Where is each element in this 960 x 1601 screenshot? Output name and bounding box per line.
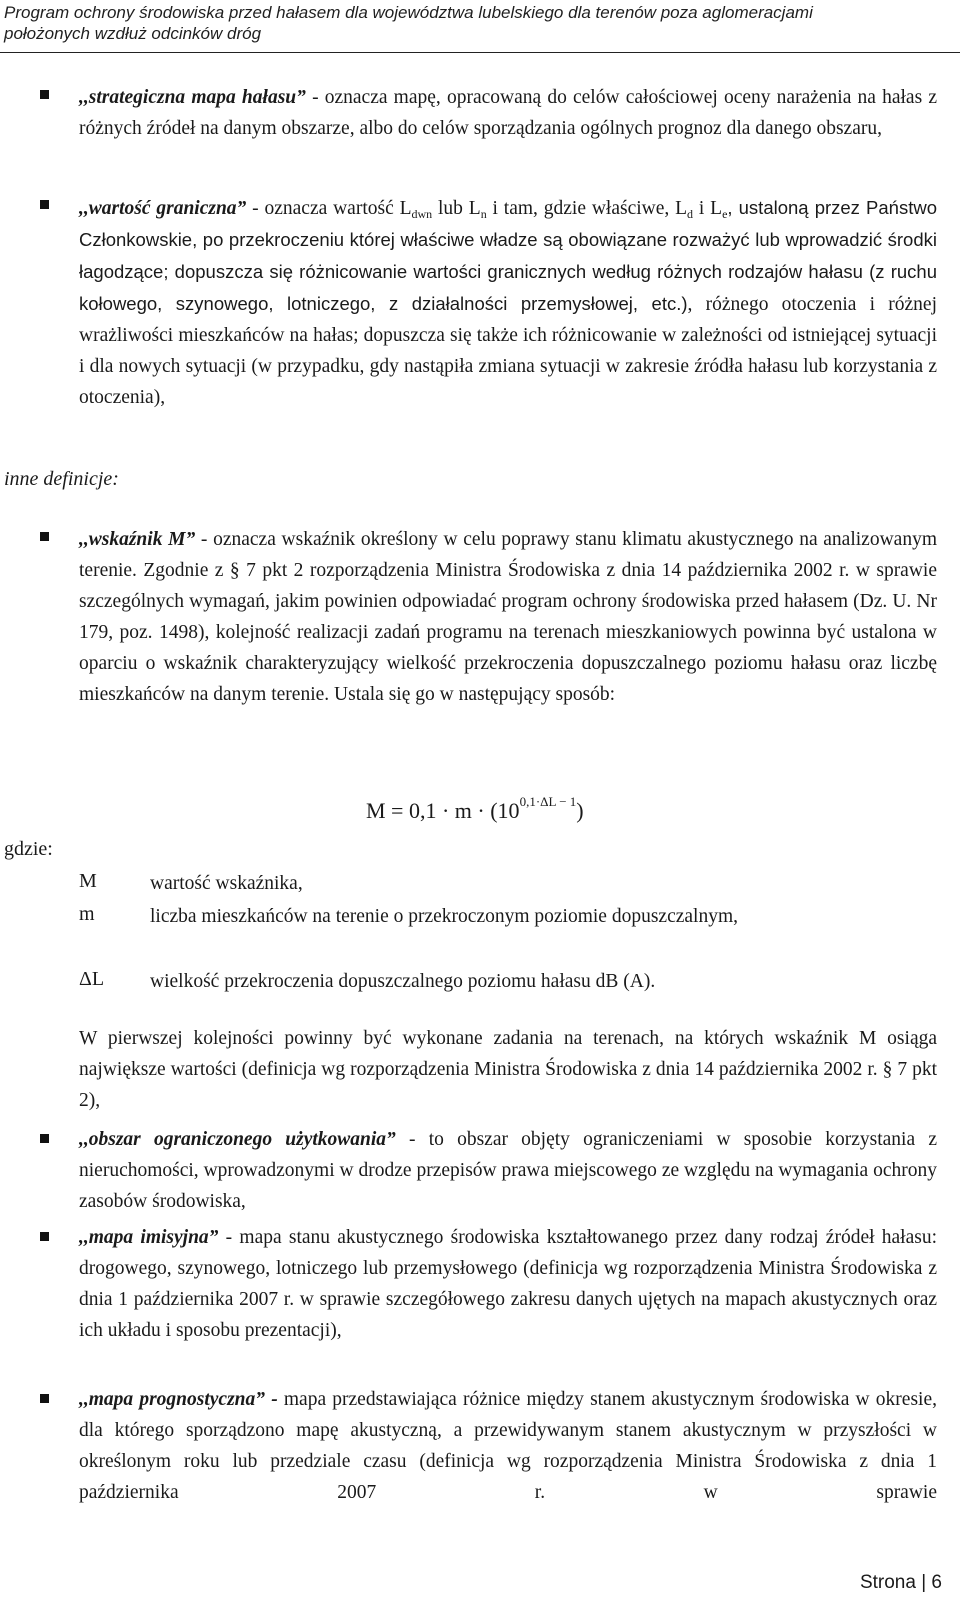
bullet-icon: [40, 200, 49, 209]
subscript-d: d: [687, 207, 694, 221]
definition-strategiczna: [79, 82, 937, 144]
bullet-icon: [40, 1394, 49, 1403]
text-obszar: - to obszar objęty ograniczeniami w sposobie korzystania z nieruchomości, wprowadzonymi w drodze przepisów prawa miejscowego ze względu na wymagania ochrony zasobów środowiska,: [79, 1129, 937, 1212]
text-graniczna-1: - oznacza wartość L: [246, 198, 412, 219]
section-label-inne: inne definicje:: [4, 468, 119, 490]
bullet-icon: [40, 90, 49, 99]
page-number: Strona | 6: [859, 1572, 942, 1593]
text-graniczna-5: , ustaloną przez Państwo Członkowskie, po przekroczeniu której właściwe władze są obowiązane rozważyć lub wprowadzić środki łagodzące; dopuszcza się różnicowanie wartości granicznych według różnych rodzajów hałasu (z ruchu kołowego, szynowego, lotniczego, z działalności przemysłowej, etc.): [79, 197, 937, 314]
def-symbol-deltaL: ΔL: [79, 968, 105, 990]
text-graniczna-6: , różnego otoczenia i różnej wrażliwości mieszkańców na hałas; dopuszcza się także ich różnicowanie w zależności od istniejącej sytuacji i dla nowych sytuacji (w przypadku, gdy nastąpiła zmiana sytuacji w zakresie źródła hałasu lub korzystania z otoczenia),: [79, 294, 938, 408]
text-wskaznik: - oznacza wskaźnik określony w celu poprawy stanu klimatu akustycznego na analizowanym terenie. Zgodnie z § 7 pkt 2 rozporządzenia Ministra Środowiska z dnia 14 października 2002 r. w sprawie szczególnych wymagań, jakim powinien odpowiadać program ochrony środowiska przed hałasem (Dz. U. Nr 179, poz. 1498), kolejność realizacji zadań programu na terenach mieszkaniowych powinna być ustalona w oparciu o wskaźnik charakteryzujący wielkość przekroczenia dopuszczalnego poziomu hałasu oraz liczbę mieszkańców na danym terenie. Ustala się go w następujący sposób:: [79, 529, 937, 705]
formula: [366, 794, 584, 824]
subscript-e: e: [722, 207, 728, 221]
term-wskaznik: ,,wskaźnik M”: [79, 529, 196, 550]
term-graniczna: ,,wartość graniczna”: [79, 198, 247, 219]
text-imisyjna: - mapa stanu akustycznego środowiska kształtowanego przez dany rodzaj źródeł hałasu: drogowego, szynowego, lotniczego lub przemysłowego (definicja wg rozporządzenia Ministra Środowiska z dnia 1 października 2007 r. w sprawie szczegółowego zakresu danych ujętych na mapach akustycznych oraz ich układu i sposobu prezentacji),: [79, 1227, 937, 1341]
formula-exponent: 0,1·ΔL − 1: [519, 794, 577, 809]
term-obszar: ,,obszar ograniczonego użytkowania”: [79, 1129, 396, 1150]
header-line-1: Program ochrony środowiska przed hałasem dla województwa lubelskiego dla terenów poza aglomeracjami: [4, 3, 813, 22]
subscript-dwn: dwn: [411, 207, 433, 221]
def-desc-m: liczba mieszkańców na terenie o przekroczonym poziomie dopuszczalnym,: [150, 906, 739, 927]
bullet-icon: [40, 1232, 49, 1241]
subscript-n: n: [480, 207, 487, 221]
paragraph-kolejnosc: W pierwszej kolejności powinny być wykonane zadania na terenach, na których wskaźnik M osiąga największe wartości (definicja wg rozporządzenia Ministra Środowiska z dnia 14 października 2002 r. § 7 pkt 2),: [79, 1028, 937, 1111]
text-strategiczna: - oznacza mapę, opracowaną do celów całościowej oceny narażenia na hałas z różnych źródeł na danym obszarze, albo do celów sporządzania ogólnych prognoz dla danego obszaru,: [79, 87, 937, 139]
text-prognostyczna: mapa przedstawiająca różnice między stanem akustycznym środowiska w okresie, dla którego sporządzono mapę akustyczną, a przewidywanym stanem akustycznym w przyszłości w określonym roku lub przedziale czasu (definicja wg rozporządzenia Ministra Środowiska z dnia 1 października 2007 r. w sprawie: [79, 1389, 937, 1503]
header-line-2: położonych wzdłuż odcinków dróg: [4, 24, 262, 43]
term-imisyjna: ,,mapa imisyjna”: [79, 1227, 219, 1248]
definition-wskaznik: [79, 524, 937, 710]
definition-obszar: [79, 1124, 937, 1217]
label-gdzie: gdzie:: [4, 838, 53, 860]
definition-prognostyczna: [79, 1384, 937, 1508]
def-symbol-M: M: [79, 870, 97, 892]
def-desc-deltaL: wielkość przekroczenia dopuszczalnego poziomu hałasu dB (A).: [150, 971, 656, 992]
formula-rhs: ): [576, 798, 584, 823]
formula-lhs: M = 0,1 · m · (10: [366, 798, 520, 823]
bullet-icon: [40, 532, 49, 541]
page-header: [0, 2, 960, 53]
def-symbol-m: m: [79, 903, 95, 925]
text-graniczna-4: i L: [693, 198, 723, 219]
def-desc-M: wartość wskaźnika,: [150, 873, 303, 894]
text-graniczna-2: lub L: [432, 198, 481, 219]
bullet-icon: [40, 1134, 49, 1143]
text-graniczna-3: i tam, gdzie właściwe, L: [486, 198, 688, 219]
term-prognostyczna: ,,mapa prognostyczna” -: [79, 1389, 278, 1410]
definition-graniczna: [79, 192, 937, 413]
definition-imisyjna: [79, 1222, 937, 1346]
term-strategiczna: ,,strategiczna mapa hałasu”: [79, 87, 306, 108]
